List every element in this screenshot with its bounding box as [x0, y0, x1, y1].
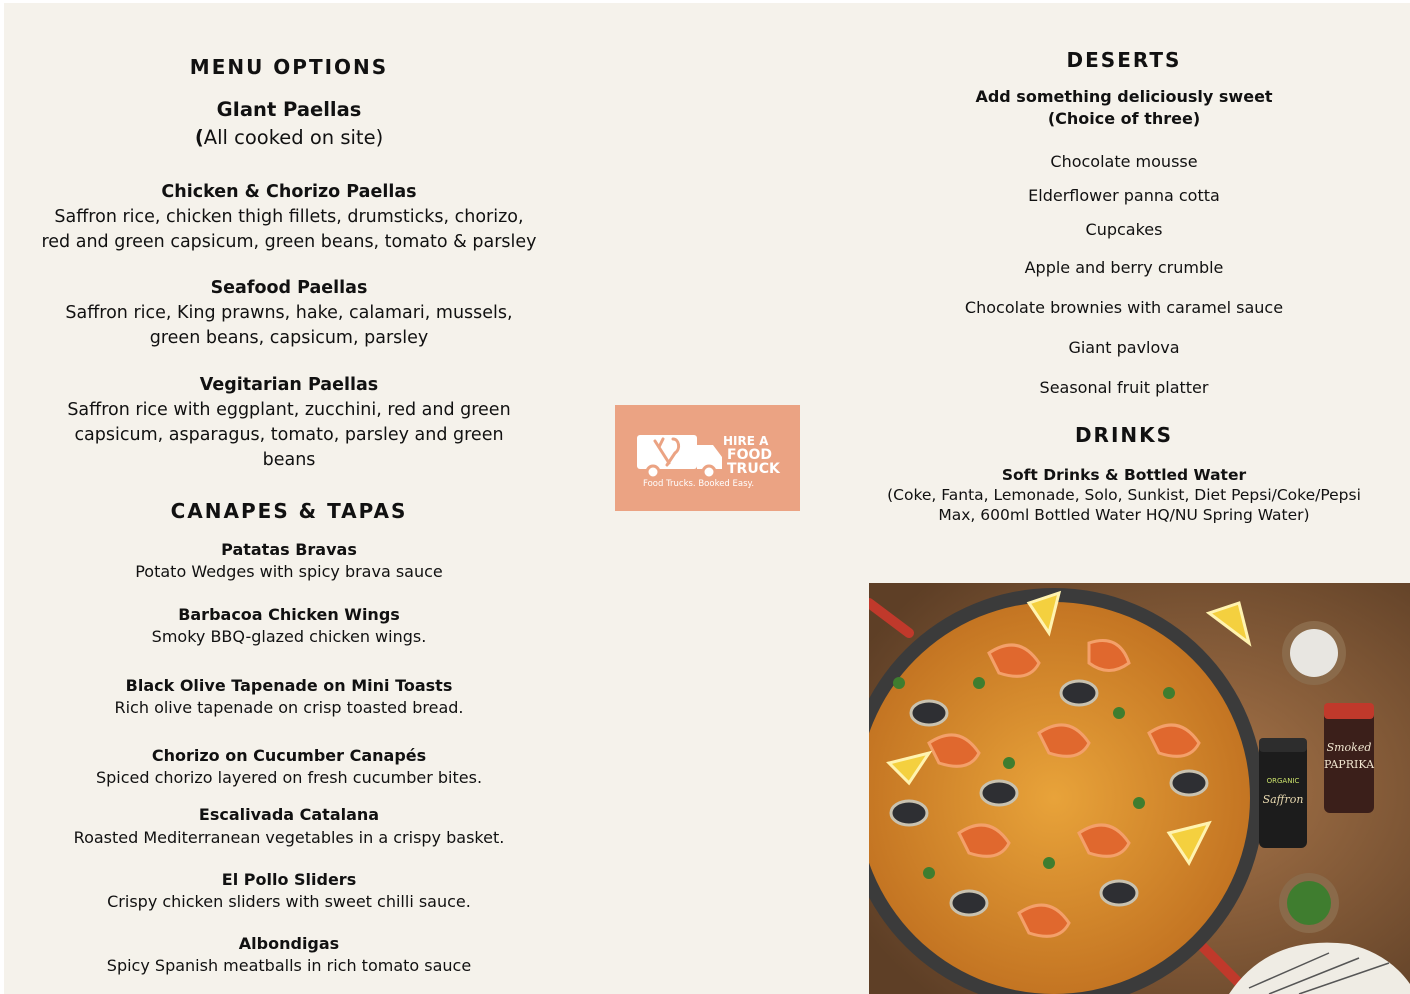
- logo-line-3: TRUCK: [727, 461, 780, 477]
- drinks-title: DRINKS: [1074, 423, 1174, 447]
- paella-item-desc: red and green capsicum, green beans, tomato & parsley: [41, 232, 537, 252]
- paellas-subtitle-bracket: (: [194, 126, 204, 149]
- logo-tagline: Food Trucks. Booked Easy.: [643, 479, 755, 489]
- desert-item: Cupcakes: [1085, 220, 1163, 239]
- giant-paellas-heading: GIant Paellas: [216, 98, 362, 121]
- canape-item-desc: Spicy Spanish meatballs in rich tomato sauce: [106, 956, 472, 975]
- canape-item-desc: Roasted Mediterranean vegetables in a crispy basket.: [73, 828, 505, 847]
- paella-photo: [869, 583, 1410, 994]
- jar-saffron-label-1: Saffron: [1262, 793, 1304, 806]
- canape-item-desc: Spiced chorizo layered on fresh cucumber bites.: [95, 768, 483, 787]
- paella-item-desc: Saffron rice, King prawns, hake, calamari, mussels,: [65, 303, 513, 323]
- canape-item-desc: Crispy chicken sliders with sweet chilli sauce.: [107, 892, 471, 911]
- canape-item-desc: Potato Wedges with spicy brava sauce: [135, 562, 443, 581]
- canape-item-name: Black Olive Tapenade on Mini Toasts: [125, 676, 453, 695]
- menu-page: [4, 3, 1410, 994]
- menu-options-title: MENU OPTIONS: [189, 55, 389, 79]
- drinks-desc: (Coke, Fanta, Lemonade, Solo, Sunkist, Diet Pepsi/Coke/Pepsi: [887, 486, 1361, 504]
- canape-item-name: Patatas Bravas: [221, 540, 357, 559]
- paella-item-desc: green beans, capsicum, parsley: [149, 328, 429, 348]
- canape-item-desc: Rich olive tapenade on crisp toasted bread.: [114, 698, 464, 717]
- jar-paprika-label-1: Smoked: [1326, 741, 1372, 754]
- deserts-title: DESERTS: [1066, 48, 1182, 72]
- jar-paprika-label-2: PAPRIKA: [1323, 758, 1375, 771]
- jar-saffron-label-2: ORGANIC: [1266, 777, 1300, 785]
- drinks-heading: Soft Drinks & Bottled Water: [1001, 466, 1247, 484]
- canapes-title: CANAPES & TAPAS: [170, 499, 408, 523]
- desert-item: Elderflower panna cotta: [1028, 186, 1220, 205]
- paella-item-desc: Saffron rice with eggplant, zucchini, red and green: [67, 400, 511, 420]
- food-truck-icon: [615, 405, 800, 511]
- logo-line-2: FOOD: [727, 447, 772, 463]
- canape-item-name: Chorizo on Cucumber Canapés: [151, 746, 427, 765]
- desert-item: Chocolate mousse: [1050, 152, 1198, 171]
- paella-item-name: Chicken & Chorizo Paellas: [161, 182, 417, 202]
- desert-item: Giant pavlova: [1068, 338, 1180, 357]
- hire-a-food-truck-logo: [615, 405, 800, 511]
- canape-item-name: Albondigas: [238, 934, 340, 953]
- desert-item: Apple and berry crumble: [1024, 258, 1224, 277]
- paellas-subtitle: [4, 126, 574, 149]
- desert-item: Seasonal fruit platter: [1039, 378, 1209, 397]
- logo-line-1: HIRE A: [723, 434, 769, 448]
- deserts-subtitle: Add something deliciously sweet: [975, 87, 1273, 106]
- deserts-choice: (Choice of three): [1047, 109, 1201, 128]
- paella-item-desc: capsicum, asparagus, tomato, parsley and green: [74, 425, 504, 445]
- canape-item-name: Barbacoa Chicken Wings: [178, 605, 400, 624]
- desert-item: Chocolate brownies with caramel sauce: [964, 298, 1284, 317]
- paella-item-desc: beans: [262, 450, 316, 470]
- paella-item-desc: Saffron rice, chicken thigh fillets, drumsticks, chorizo,: [54, 207, 524, 227]
- paellas-subtitle-text: All cooked on site): [203, 126, 384, 149]
- drinks-desc: Max, 600ml Bottled Water HQ/NU Spring Water): [938, 506, 1310, 524]
- paella-item-name: Seafood Paellas: [210, 278, 368, 298]
- canape-item-desc: Smoky BBQ-glazed chicken wings.: [151, 627, 427, 646]
- paella-illustration: [869, 583, 1410, 994]
- canape-item-name: Escalivada Catalana: [198, 805, 380, 824]
- canape-item-name: El Pollo Sliders: [221, 870, 357, 889]
- paella-item-name: Vegitarian Paellas: [199, 375, 379, 395]
